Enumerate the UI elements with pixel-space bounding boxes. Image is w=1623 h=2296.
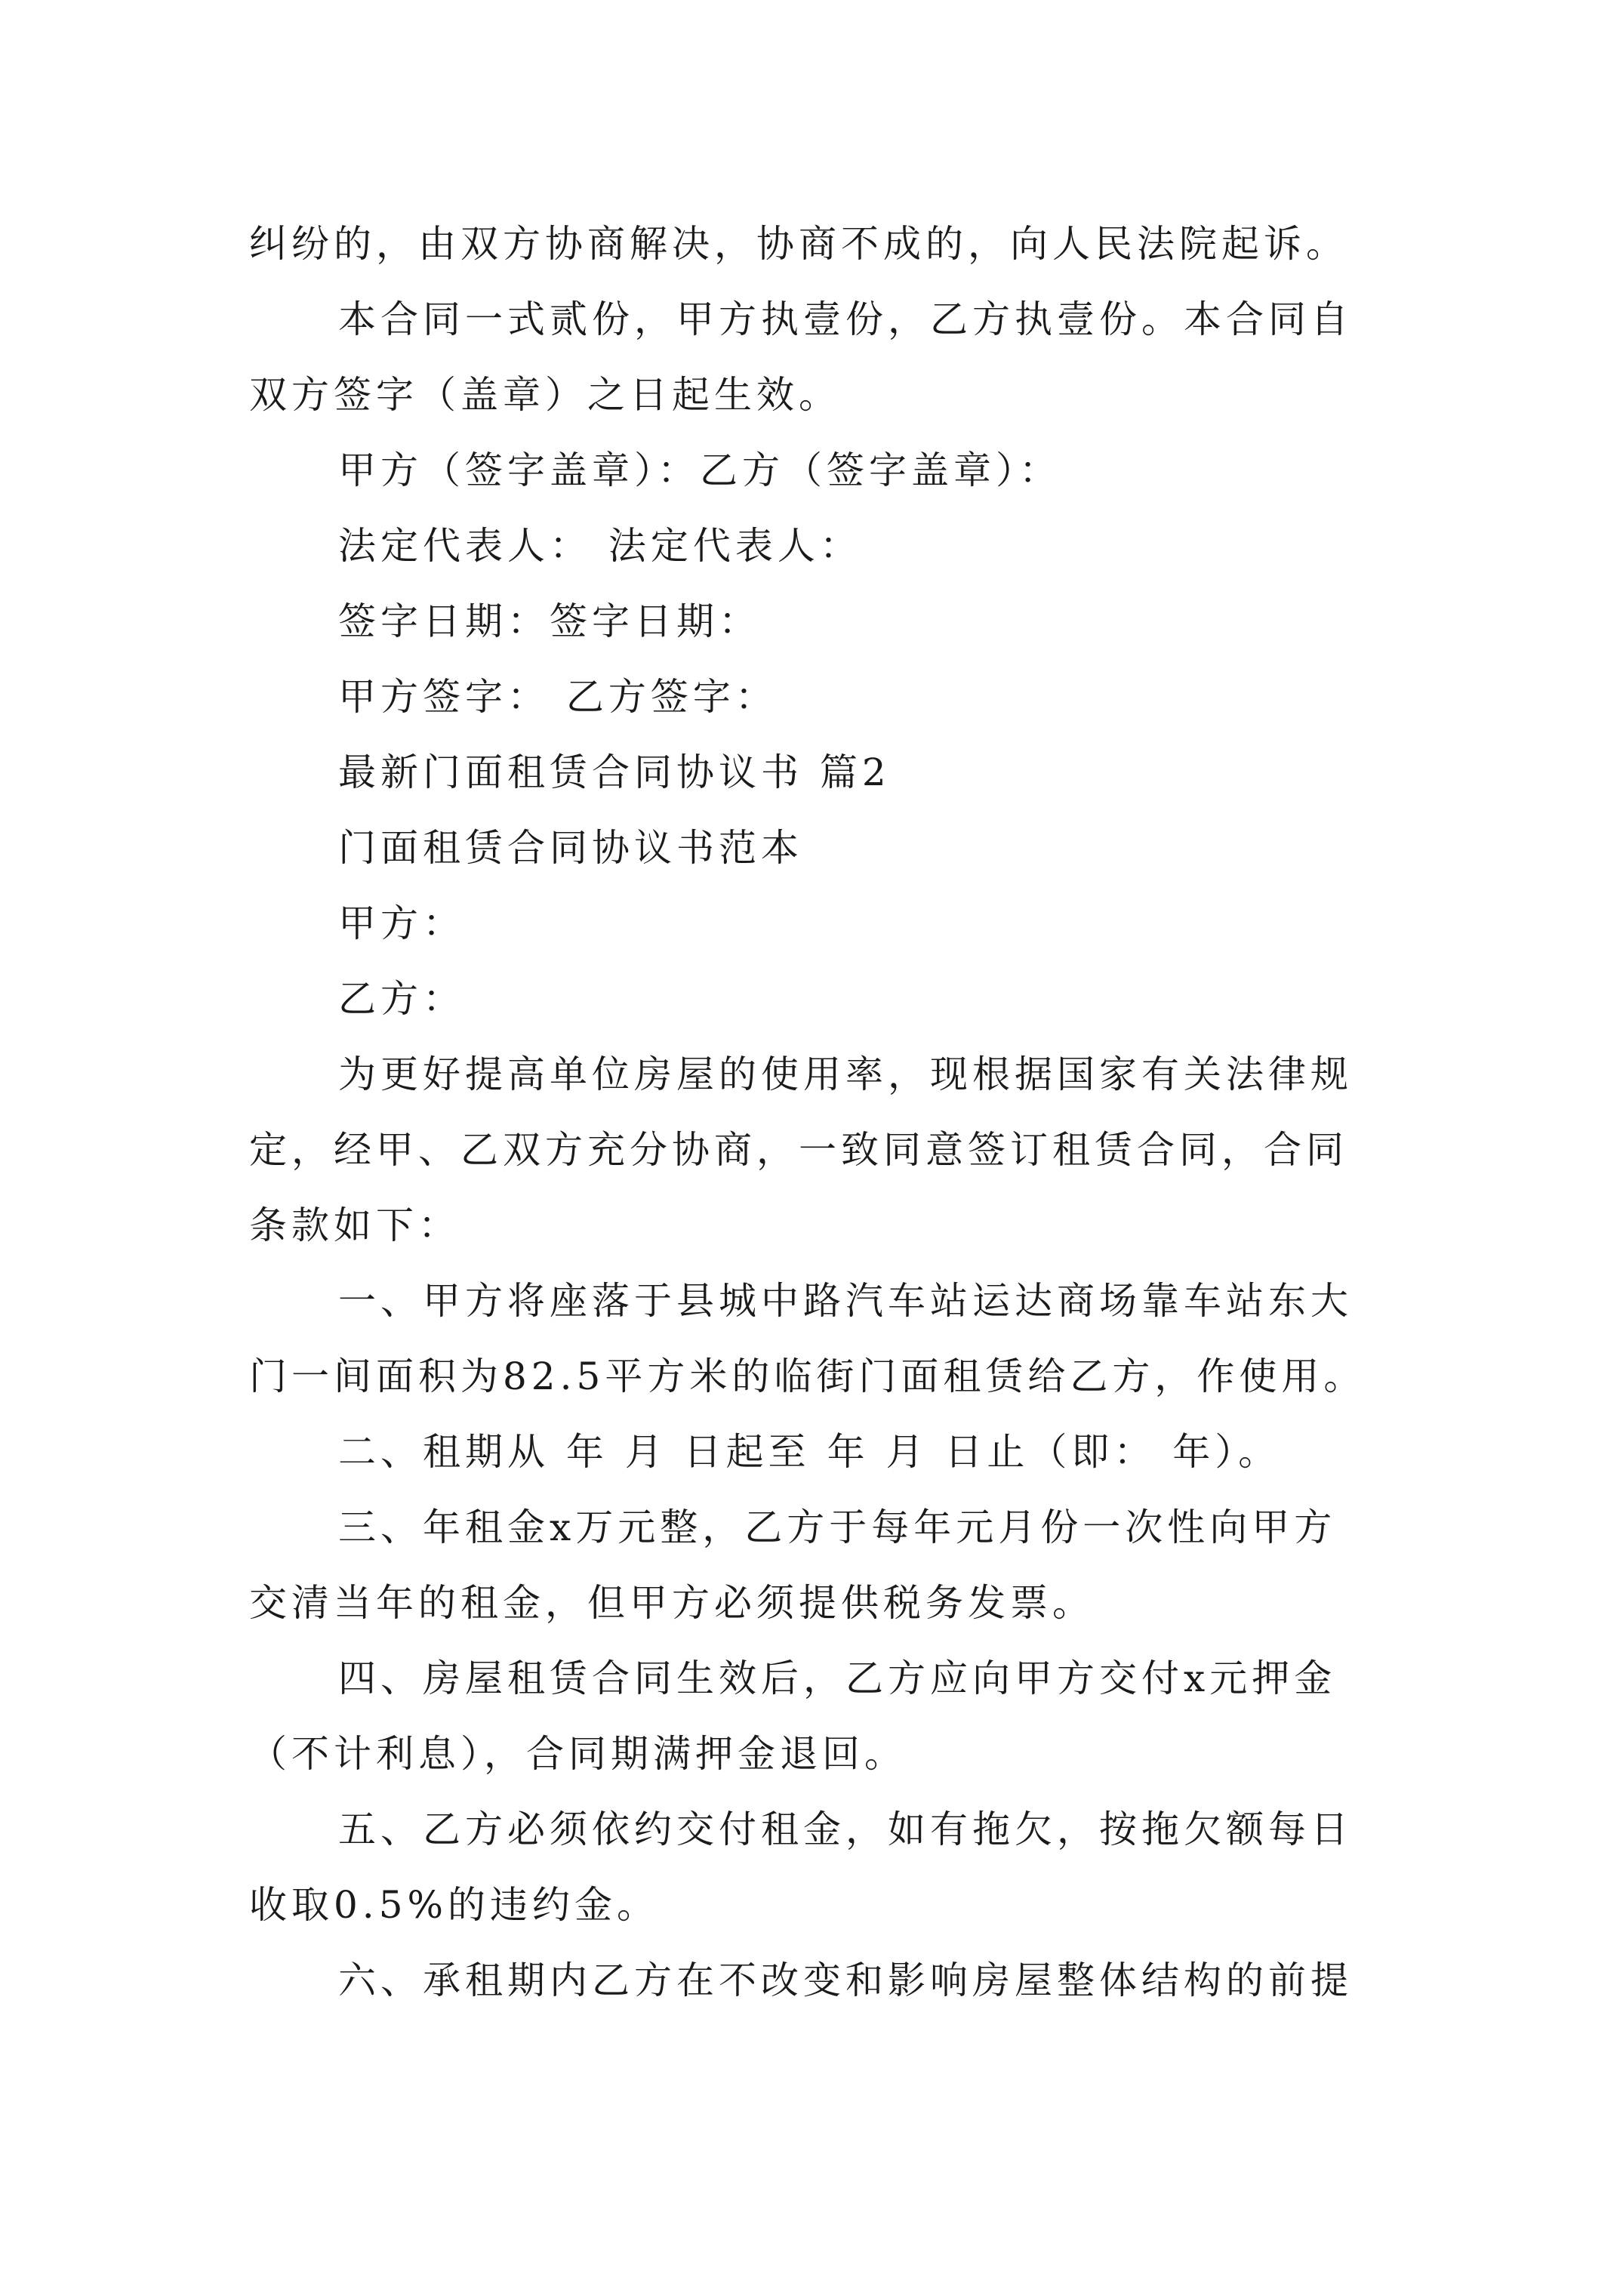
text-line-4: 甲方（签字盖章）：乙方（签字盖章）： bbox=[338, 448, 1061, 492]
text-line-2: 本合同一式贰份，甲方执壹份，乙方执壹份。本合同自 bbox=[338, 297, 1353, 341]
document-title: 门面租赁合同协议书范本 bbox=[338, 826, 803, 870]
text-line-14: 条款如下： bbox=[249, 1203, 460, 1247]
text-line-1: 纠纷的，由双方协商解决，协商不成的，向人民法院起诉。 bbox=[249, 222, 1348, 266]
section-heading: 最新门面租赁合同协议书 篇2 bbox=[338, 750, 891, 794]
clause-3-line-2: 交清当年的租金，但甲方必须提供税务发票。 bbox=[249, 1581, 1095, 1625]
party-a-label: 甲方： bbox=[338, 901, 465, 945]
clause-3-line-1: 三、年租金x万元整，乙方于每年元月份一次性向甲方 bbox=[338, 1505, 1337, 1549]
clause-4-line-2: （不计利息），合同期满押金退回。 bbox=[249, 1732, 907, 1776]
clause-5-line-1: 五、乙方必须依约交付租金，如有拖欠，按拖欠额每日 bbox=[338, 1808, 1353, 1851]
text-line-13: 定，经甲、乙双方充分协商，一致同意签订租赁合同，合同 bbox=[249, 1128, 1348, 1172]
clause-6-line-1: 六、承租期内乙方在不改变和影响房屋整体结构的前提 bbox=[338, 1959, 1353, 2002]
clause-1-line-2: 门一间面积为82.5平方米的临街门面租赁给乙方，作使用。 bbox=[249, 1354, 1366, 1398]
clause-1-line-1: 一、甲方将座落于县城中路汽车站运达商场靠车站东大 bbox=[338, 1279, 1353, 1323]
text-line-6: 签字日期：签字日期： bbox=[338, 599, 761, 643]
text-line-12: 为更好提高单位房屋的使用率，现根据国家有关法律规 bbox=[338, 1052, 1353, 1096]
text-line-5: 法定代表人： 法定代表人： bbox=[338, 524, 862, 568]
text-line-3: 双方签字（盖章）之日起生效。 bbox=[249, 373, 841, 417]
clause-4-line-1: 四、房屋租赁合同生效后，乙方应向甲方交付x元押金 bbox=[338, 1657, 1337, 1700]
clause-5-line-2: 收取0.5%的违约金。 bbox=[249, 1883, 660, 1927]
party-b-label: 乙方： bbox=[338, 977, 465, 1021]
clause-2: 二、租期从 年 月 日起至 年 月 日止（即： 年）。 bbox=[338, 1430, 1281, 1474]
text-line-7: 甲方签字： 乙方签字： bbox=[338, 675, 778, 719]
